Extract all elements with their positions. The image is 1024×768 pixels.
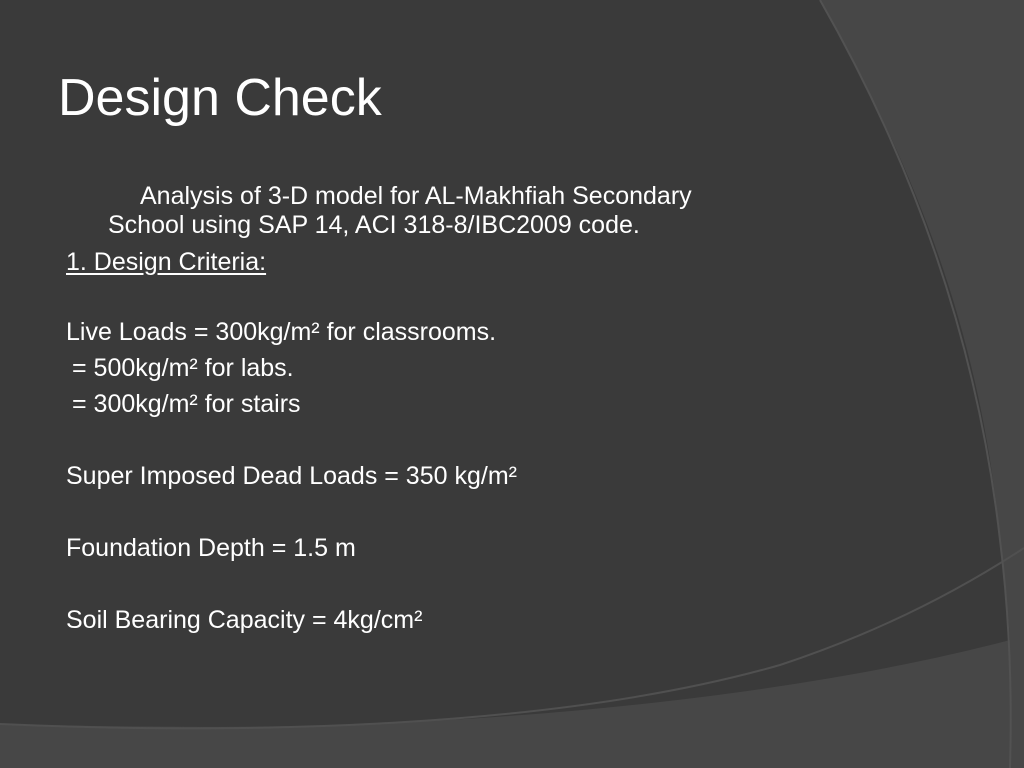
super-imposed-dead-loads: Super Imposed Dead Loads = 350 kg/m² <box>66 462 517 490</box>
foundation-depth: Foundation Depth = 1.5 m <box>66 534 356 562</box>
design-criteria-heading: 1. Design Criteria: <box>66 248 267 276</box>
intro-line-1: Analysis of 3-D model for AL-Makhfiah Secondary <box>140 182 692 210</box>
live-load-labs: = 500kg/m² for labs. <box>72 354 294 382</box>
live-load-classrooms: Live Loads = 300kg/m² for classrooms. <box>66 318 497 346</box>
soil-bearing-capacity: Soil Bearing Capacity = 4kg/cm² <box>66 606 423 634</box>
live-load-stairs: = 300kg/m² for stairs <box>72 390 301 418</box>
slide-title: Design Check <box>58 69 382 127</box>
intro-line-2: School using SAP 14, ACI 318-8/IBC2009 code. <box>108 211 640 239</box>
